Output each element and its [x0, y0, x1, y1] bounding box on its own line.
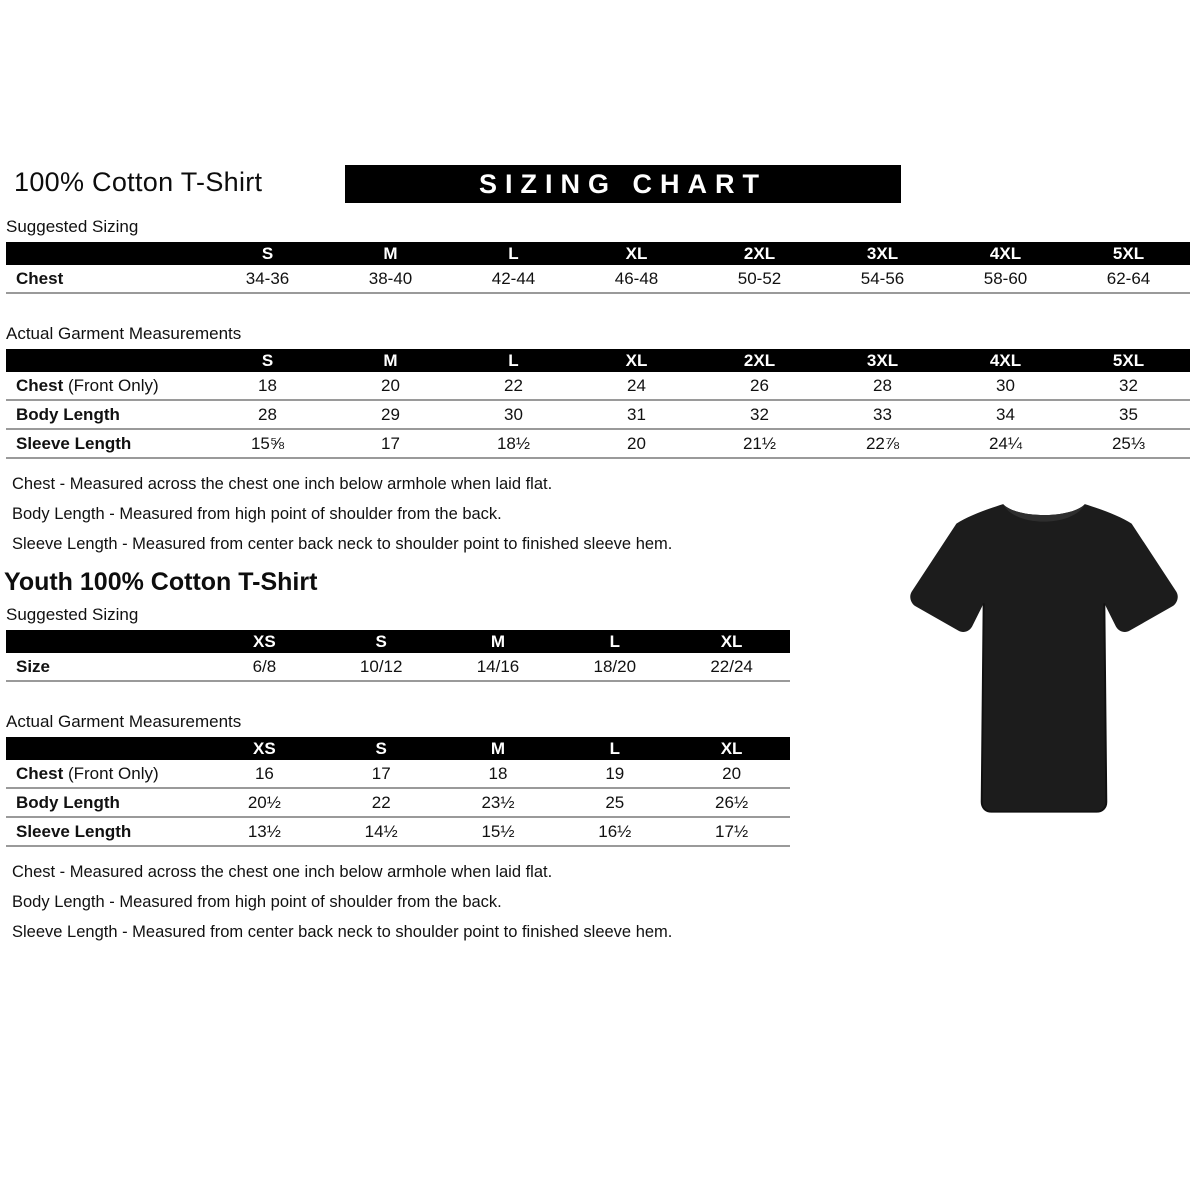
measurement-cell: 32: [1067, 372, 1190, 400]
measurement-cell: 24: [575, 372, 698, 400]
size-header-m: M: [440, 737, 557, 760]
row-label: [6, 400, 206, 429]
adult-header-row: [0, 165, 1200, 209]
header-spacer-cell: [6, 349, 206, 372]
measurement-cell: 15⅝: [206, 429, 329, 458]
size-header-5xl: 5XL: [1067, 242, 1190, 265]
size-header-l: L: [452, 242, 575, 265]
row-label-text: Chest: [16, 763, 64, 783]
measurement-cell: 18: [440, 760, 557, 788]
measurement-cell: 54-56: [821, 265, 944, 293]
youth-actual-measurements-label: Actual Garment Measurements: [6, 712, 242, 731]
size-header-row: [6, 630, 790, 653]
measurement-cell: 20: [673, 760, 790, 788]
adult-actual-measurements-table: [6, 349, 1190, 459]
youth-note-body-length: Body Length - Measured from high point of shoulder from the back.: [12, 893, 502, 911]
measurement-cell: 30: [452, 400, 575, 429]
adult-note-sleeve-length: Sleeve Length - Measured from center back neck to shoulder point to finished sleeve hem.: [12, 535, 673, 553]
measurement-cell: 23½: [440, 788, 557, 817]
adult-actual-measurements-label: Actual Garment Measurements: [6, 324, 242, 343]
row-label: [6, 788, 206, 817]
measurement-cell: 62-64: [1067, 265, 1190, 293]
row-label-text: Chest: [16, 268, 64, 288]
measurement-cell: 20: [575, 429, 698, 458]
header-spacer-cell: [6, 630, 206, 653]
size-header-l: L: [556, 737, 673, 760]
measurement-cell: 18/20: [556, 653, 673, 681]
size-header-row: [6, 349, 1190, 372]
size-header-xl: XL: [575, 242, 698, 265]
size-header-xl: XL: [673, 630, 790, 653]
row-label: [6, 372, 206, 400]
adult-suggested-sizing-label: Suggested Sizing: [6, 217, 139, 236]
size-header-s: S: [323, 630, 440, 653]
size-header-s: S: [206, 349, 329, 372]
measurement-cell: 22⅞: [821, 429, 944, 458]
youth-notes: [12, 863, 1200, 942]
row-label-text: Body Length: [16, 792, 120, 812]
size-header-3xl: 3XL: [821, 242, 944, 265]
measurement-cell: 17: [323, 760, 440, 788]
measurement-cell: 18: [206, 372, 329, 400]
adult-note-body-length: Body Length - Measured from high point of shoulder from the back.: [12, 505, 502, 523]
measurement-cell: 16½: [556, 817, 673, 846]
youth-title: Youth 100% Cotton T-Shirt: [4, 568, 318, 596]
measurement-cell: 6/8: [206, 653, 323, 681]
adult-title: 100% Cotton T-Shirt: [14, 167, 263, 197]
measurement-cell: 22: [323, 788, 440, 817]
measurement-cell: 16: [206, 760, 323, 788]
row-label-text: Sleeve Length: [16, 433, 132, 453]
measurement-cell: 29: [329, 400, 452, 429]
size-header-4xl: 4XL: [944, 242, 1067, 265]
measurement-row: [6, 429, 1190, 458]
measurement-cell: 33: [821, 400, 944, 429]
measurement-cell: 20: [329, 372, 452, 400]
measurement-cell: 26: [698, 372, 821, 400]
measurement-cell: 25: [556, 788, 673, 817]
measurement-cell: 28: [206, 400, 329, 429]
size-header-s: S: [206, 242, 329, 265]
measurement-cell: 15½: [440, 817, 557, 846]
measurement-cell: 21½: [698, 429, 821, 458]
measurement-row: [6, 788, 790, 817]
size-header-row: [6, 242, 1190, 265]
adult-suggested-sizing-table: [6, 242, 1190, 294]
size-header-3xl: 3XL: [821, 349, 944, 372]
size-header-2xl: 2XL: [698, 349, 821, 372]
size-header-l: L: [556, 630, 673, 653]
measurement-cell: 17: [329, 429, 452, 458]
row-label: [6, 653, 206, 681]
measurement-cell: 30: [944, 372, 1067, 400]
measurement-cell: 26½: [673, 788, 790, 817]
youth-suggested-sizing-table: [6, 630, 790, 682]
header-spacer-cell: [6, 242, 206, 265]
tshirt-graphic: [898, 478, 1190, 830]
row-label-text: Body Length: [16, 404, 120, 424]
measurement-cell: 22: [452, 372, 575, 400]
measurement-cell: 13½: [206, 817, 323, 846]
row-label-text: Chest: [16, 375, 64, 395]
adult-note-chest: Chest - Measured across the chest one inch below armhole when laid flat.: [12, 475, 553, 493]
youth-note-chest: Chest - Measured across the chest one inch below armhole when laid flat.: [12, 863, 553, 881]
row-label-text: Size: [16, 656, 51, 676]
measurement-cell: 17½: [673, 817, 790, 846]
measurement-cell: 25⅓: [1067, 429, 1190, 458]
header-spacer-cell: [6, 737, 206, 760]
size-header-5xl: 5XL: [1067, 349, 1190, 372]
size-header-2xl: 2XL: [698, 242, 821, 265]
measurement-cell: 35: [1067, 400, 1190, 429]
measurement-cell: 28: [821, 372, 944, 400]
measurement-cell: 14/16: [440, 653, 557, 681]
measurement-cell: 50-52: [698, 265, 821, 293]
measurement-row: [6, 760, 790, 788]
measurement-cell: 34: [944, 400, 1067, 429]
measurement-cell: 18½: [452, 429, 575, 458]
size-header-s: S: [323, 737, 440, 760]
size-header-xl: XL: [575, 349, 698, 372]
sizing-chart-banner: [345, 165, 901, 203]
youth-suggested-sizing-label: Suggested Sizing: [6, 605, 139, 624]
size-header-m: M: [329, 349, 452, 372]
youth-note-sleeve-length: Sleeve Length - Measured from center back neck to shoulder point to finished sleeve hem.: [12, 923, 673, 941]
size-header-l: L: [452, 349, 575, 372]
measurement-cell: 14½: [323, 817, 440, 846]
measurement-cell: 46-48: [575, 265, 698, 293]
measurement-cell: 22/24: [673, 653, 790, 681]
row-label: [6, 760, 206, 788]
size-header-xs: XS: [206, 630, 323, 653]
measurement-row: [6, 400, 1190, 429]
measurement-cell: 34-36: [206, 265, 329, 293]
measurement-cell: 24¼: [944, 429, 1067, 458]
measurement-cell: 58-60: [944, 265, 1067, 293]
size-header-xl: XL: [673, 737, 790, 760]
measurement-cell: 42-44: [452, 265, 575, 293]
measurement-row: [6, 817, 790, 846]
measurement-cell: 38-40: [329, 265, 452, 293]
size-header-m: M: [440, 630, 557, 653]
row-label: [6, 429, 206, 458]
measurement-cell: 20½: [206, 788, 323, 817]
measurement-cell: 10/12: [323, 653, 440, 681]
row-label-suffix: (Front Only): [63, 375, 159, 395]
measurement-row: [6, 265, 1190, 293]
size-header-xs: XS: [206, 737, 323, 760]
row-label-suffix: (Front Only): [63, 763, 159, 783]
measurement-row: [6, 372, 1190, 400]
youth-actual-measurements-table: [6, 737, 790, 847]
size-header-4xl: 4XL: [944, 349, 1067, 372]
measurement-row: [6, 653, 790, 681]
tshirt-image: [898, 478, 1190, 830]
row-label: [6, 265, 206, 293]
size-header-m: M: [329, 242, 452, 265]
row-label-text: Sleeve Length: [16, 821, 132, 841]
measurement-cell: 31: [575, 400, 698, 429]
measurement-cell: 19: [556, 760, 673, 788]
sizing-chart-banner-text: SIZING CHART: [479, 168, 767, 199]
measurement-cell: 32: [698, 400, 821, 429]
row-label: [6, 817, 206, 846]
size-header-row: [6, 737, 790, 760]
